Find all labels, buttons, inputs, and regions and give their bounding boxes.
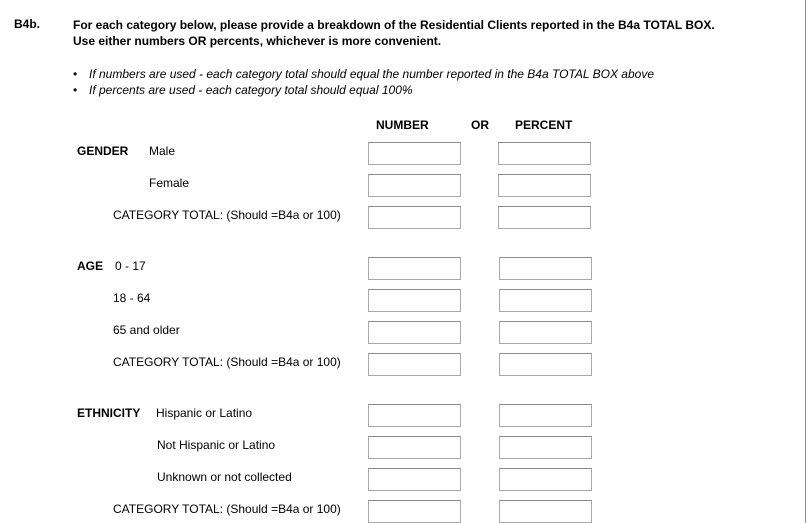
age-0-17-percent-input[interactable] xyxy=(499,257,592,280)
ethnicity-hispanic-number-input[interactable] xyxy=(368,404,461,427)
age-65-older-number-input[interactable] xyxy=(368,321,461,344)
ethnicity-not-hispanic-label: Not Hispanic or Latino xyxy=(157,438,276,452)
ethnicity-total-number-input[interactable] xyxy=(368,500,461,523)
ethnicity-total-percent-input[interactable] xyxy=(499,500,592,523)
age-section-title: AGE xyxy=(77,259,104,273)
gender-male-percent-input[interactable] xyxy=(498,142,591,165)
instruction-item: • If numbers are used - each category total should equal the number reported in the B4a TOTAL BOX above xyxy=(73,67,655,81)
bullet-icon: • xyxy=(73,67,78,81)
age-18-64-percent-input[interactable] xyxy=(499,289,592,312)
gender-female-percent-input[interactable] xyxy=(498,174,591,197)
question-number: B4b. xyxy=(14,17,41,31)
gender-total-number-input[interactable] xyxy=(368,206,461,229)
age-18-64-number-input[interactable] xyxy=(368,289,461,312)
number-column-header: NUMBER xyxy=(376,118,429,132)
ethnicity-not-hispanic-number-input[interactable] xyxy=(368,436,461,459)
ethnicity-unknown-label: Unknown or not collected xyxy=(157,470,292,484)
or-column-header: OR xyxy=(471,118,489,132)
age-total-number-input[interactable] xyxy=(368,353,461,376)
instruction-item: • If percents are used - each category total should equal 100% xyxy=(73,83,413,97)
question-text xyxy=(73,17,715,49)
gender-female-number-input[interactable] xyxy=(368,174,461,197)
ethnicity-not-hispanic-percent-input[interactable] xyxy=(499,436,592,459)
gender-total-percent-input[interactable] xyxy=(498,206,591,229)
percent-column-header: PERCENT xyxy=(515,118,573,132)
ethnicity-unknown-percent-input[interactable] xyxy=(499,468,592,491)
ethnicity-section-title: ETHNICITY xyxy=(77,406,141,420)
age-18-64-label: 18 - 64 xyxy=(113,291,151,305)
question-text-line-1: For each category below, please provide a breakdown of the Residential Clients reported in the B4a TOTAL BOX. xyxy=(73,18,715,32)
age-0-17-label: 0 - 17 xyxy=(115,259,146,273)
age-category-total-label: CATEGORY TOTAL: (Should =B4a or 100) xyxy=(113,355,341,369)
gender-section-title: GENDER xyxy=(77,144,129,158)
ethnicity-category-total-label: CATEGORY TOTAL: (Should =B4a or 100) xyxy=(113,502,341,516)
ethnicity-hispanic-percent-input[interactable] xyxy=(499,404,592,427)
age-65-older-label: 65 and older xyxy=(113,323,180,337)
instruction-list xyxy=(73,66,654,98)
age-total-percent-input[interactable] xyxy=(499,353,592,376)
ethnicity-hispanic-label: Hispanic or Latino xyxy=(156,406,253,420)
age-65-older-percent-input[interactable] xyxy=(499,321,592,344)
gender-female-label: Female xyxy=(149,176,190,190)
ethnicity-unknown-number-input[interactable] xyxy=(368,468,461,491)
age-0-17-number-input[interactable] xyxy=(368,257,461,280)
bullet-icon: • xyxy=(73,83,78,97)
gender-male-number-input[interactable] xyxy=(368,142,461,165)
question-text-line-2: Use either numbers OR percents, whichever is more convenient. xyxy=(73,34,442,48)
gender-male-label: Male xyxy=(149,144,176,158)
gender-category-total-label: CATEGORY TOTAL: (Should =B4a or 100) xyxy=(113,208,341,222)
